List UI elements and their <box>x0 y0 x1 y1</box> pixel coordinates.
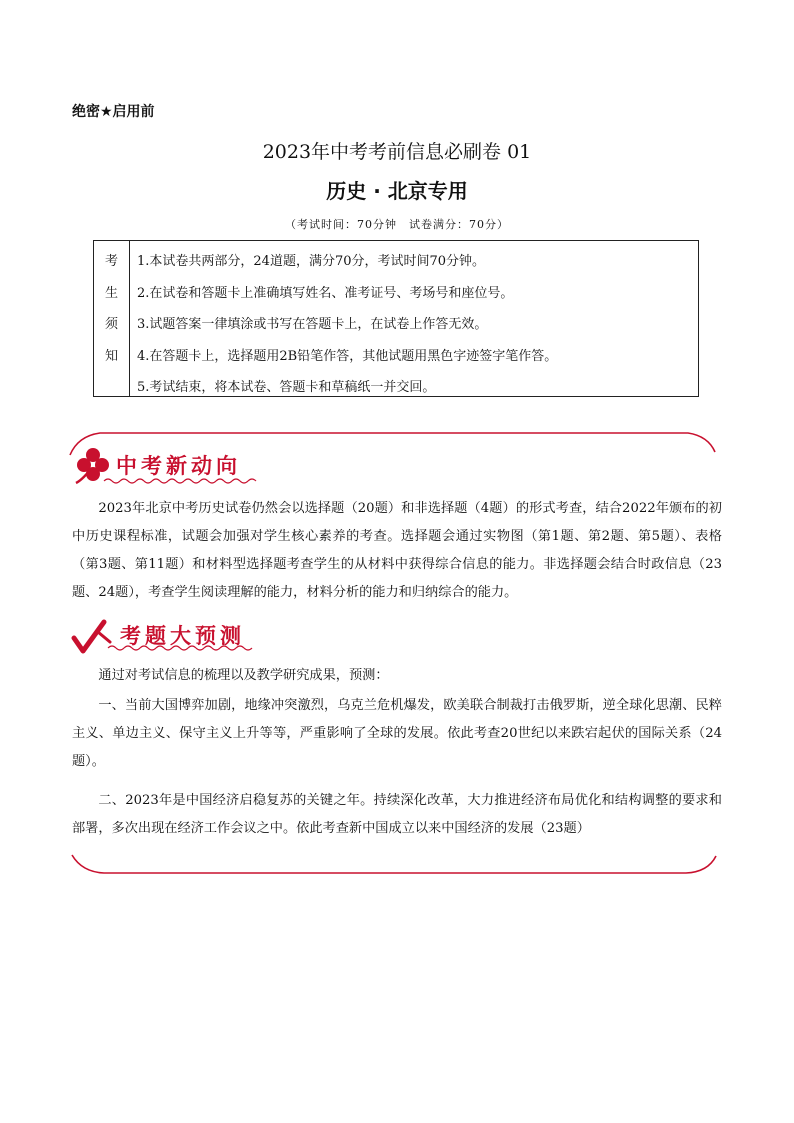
exam-info: （考试时间：70分钟 试卷满分：70分） <box>285 218 509 231</box>
notice-label-char: 知 <box>104 348 118 364</box>
prediction-point-1: 一、当前大国博弈加剧，地缘冲突激烈，乌克兰危机爆发，欧美联合制裁打击俄罗斯，逆全球化思潮、民粹主义、单边主义、保守主义上升等等，严重影响了全球的发展。依此考查20世纪以来跌宕起伏的国际关系（24题）。 <box>72 698 722 769</box>
trends-paragraph: 2023年北京中考历史试卷仍然会以选择题（20题）和非选择题（4题）的形式考查，结合2022年颁布的初中历史课程标准，试题会加强对学生核心素养的考查。选择题会通过实物图（第1题、第2题、第5题）、表格（第3题、第11题）和材料型选择题考查学生的从材料中获得综合信息的能力。非选择题会结合时政信息（23题、24题），考查学生阅读理解的能力，材料分析的能力和归纳综合的能力。 <box>72 501 722 600</box>
notice-item: 1.本试卷共两部分，24道题，满分70分，考试时间70分钟。 <box>137 254 486 269</box>
page-subtitle: 历史 · 北京专用 <box>326 179 468 203</box>
confidential-mark: 绝密★启用前 <box>72 104 155 120</box>
prediction-intro: 通过对考试信息的梳理以及教学研究成果，预测： <box>98 668 389 683</box>
bottom-arc-line <box>72 855 716 873</box>
notice-label-char: 考 <box>104 254 118 269</box>
prediction-heading: 考题大预测 <box>120 624 245 648</box>
clover-icon <box>76 448 109 483</box>
trends-heading: 中考新动向 <box>116 454 241 478</box>
notice-item: 2.在试卷和答题卡上准确填写姓名、准考证号、考场号和座位号。 <box>137 285 514 301</box>
checkmark-icon <box>74 622 110 651</box>
notice-item: 4.在答题卡上，选择题用2B铅笔作答，其他试题用黑色字迹签字笔作答。 <box>137 348 558 364</box>
page-title: 2023年中考考前信息必刷卷 01 <box>262 141 532 163</box>
prediction-point-2: 二、2023年是中国经济启稳复苏的关键之年。持续深化改革，大力推进经济布局优化和结构调整的要求和部署，多次出现在经济工作会议之中。依此考查新中国成立以来中国经济的发展（23题） <box>72 793 722 836</box>
notice-label-char: 生 <box>104 285 118 301</box>
notice-item: 3.试题答案一律填涂或书写在答题卡上，在试卷上作答无效。 <box>137 317 488 332</box>
notice-item: 5.考试结束，将本试卷、答题卡和草稿纸一并交回。 <box>137 380 436 395</box>
notice-label-char: 须 <box>104 317 118 332</box>
